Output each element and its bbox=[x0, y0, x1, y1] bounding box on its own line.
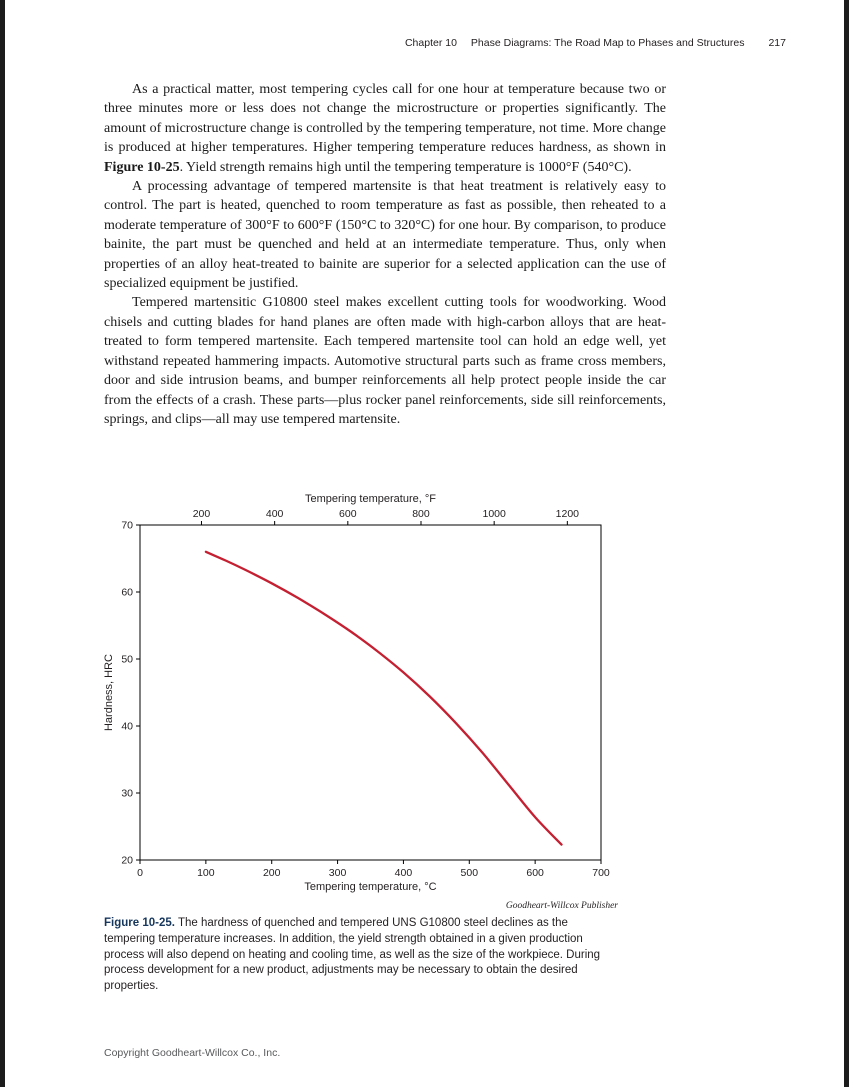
running-header bbox=[405, 37, 786, 49]
body-text bbox=[104, 80, 666, 429]
x-tick-label: 300 bbox=[328, 867, 347, 879]
figure-caption bbox=[104, 916, 620, 995]
x-tick-label: 400 bbox=[394, 867, 413, 879]
x2-tick-label: 600 bbox=[339, 508, 357, 520]
y-tick-label: 30 bbox=[121, 787, 133, 800]
figure-reference: Figure 10-25 bbox=[104, 159, 180, 175]
paragraph-text: As a practical matter, most tempering cycles call for one hour at temperature because two or three minutes more or less does not change the microstructure or properties significantly. The amount of microstructure change is controlled by the tempering temperature, not time. More change is produced at higher temperatures. Higher tempering temperature reduces hardness, as shown in bbox=[104, 82, 666, 156]
paragraph-2: A processing advantage of tempered martensite is that heat treatment is relatively easy to control. The part is heated, quenched to room temperature as fast as possible, then reheated to a moderate temperature of 300°F to 600°F (150°C to 320°C) for one hour. By comparison, to produce bainite, the part must be quenched and held at an intermediate temperature. Thus, only when properties of an alloy heat-treated to bainite are superior for a selected application can the use of specialized equipment be justified. bbox=[104, 179, 666, 292]
y-tick-label: 40 bbox=[121, 720, 133, 733]
top-axis-label: Tempering temperature, °F bbox=[305, 493, 436, 505]
x-tick-label: 200 bbox=[262, 867, 281, 879]
figure-caption-label: Figure 10-25. bbox=[104, 917, 175, 929]
page-edge-left bbox=[0, 0, 5, 1087]
y-axis-label: Hardness, HRC bbox=[103, 653, 115, 732]
page-edge-right bbox=[844, 0, 849, 1087]
page-number: 217 bbox=[768, 37, 786, 49]
paragraph-3: Tempered martensitic G10800 steel makes excellent cutting tools for woodworking. Wood chisels and cutting blades for hand planes are often made with high-carbon alloys that are heat-treated to form tempered martensite. Each tempered martensite tool can hold an edge well, yet withstand repeated hammering impacts. Automotive structural parts such as frame cross members, door and side intrusion beams, and bumper reinforcements all help protect people inside the car from the effects of a crash. These parts—plus rocker panel reinforcements, side sill reinforcements, springs, and clips—all may use tempered martensite. bbox=[104, 295, 666, 427]
hardness-curve bbox=[206, 552, 562, 845]
copyright-notice: Copyright Goodheart-Willcox Co., Inc. bbox=[104, 1047, 281, 1059]
x2-tick-label: 400 bbox=[265, 508, 284, 520]
chapter-label: Chapter 10 bbox=[404, 37, 457, 49]
x2-tick-label: 200 bbox=[192, 508, 211, 520]
bottom-axis-label: Tempering temperature, °C bbox=[304, 881, 437, 893]
x2-tick-label: 1200 bbox=[555, 508, 580, 520]
x2-tick-label: 1000 bbox=[482, 508, 506, 520]
figure-10-25 bbox=[96, 488, 626, 911]
y-tick-label: 20 bbox=[121, 854, 133, 867]
paragraph-1 bbox=[104, 80, 666, 177]
y-tick-label: 50 bbox=[121, 653, 133, 666]
x-tick-label: 500 bbox=[460, 867, 479, 879]
figure-attribution: Goodheart-Willcox Publisher bbox=[505, 901, 618, 911]
x2-tick-label: 800 bbox=[412, 508, 430, 520]
plot-border bbox=[140, 525, 601, 860]
x-tick-label: 600 bbox=[526, 867, 544, 879]
x-tick-label: 100 bbox=[197, 867, 215, 879]
x-tick-label: 700 bbox=[592, 867, 610, 879]
hardness-chart bbox=[96, 488, 626, 900]
paragraph-text: . Yield strength remains high until the tempering temperature is 1000°F (540°C). bbox=[179, 159, 632, 175]
x-tick-label: 0 bbox=[137, 867, 143, 879]
figure-caption-text: The hardness of quenched and tempered UNS G10800 steel declines as the tempering temperature increases. In addition, the yield strength obtained in a given production process will also depend on heating and cooling time, as well as the size of the workpiece. During process development for a new product, adjustments may be necessary to obtain the desired properties. bbox=[104, 917, 601, 993]
y-tick-label: 70 bbox=[121, 519, 133, 532]
chapter-title: Phase Diagrams: The Road Map to Phases and Structures bbox=[470, 37, 745, 49]
y-tick-label: 60 bbox=[121, 586, 133, 599]
